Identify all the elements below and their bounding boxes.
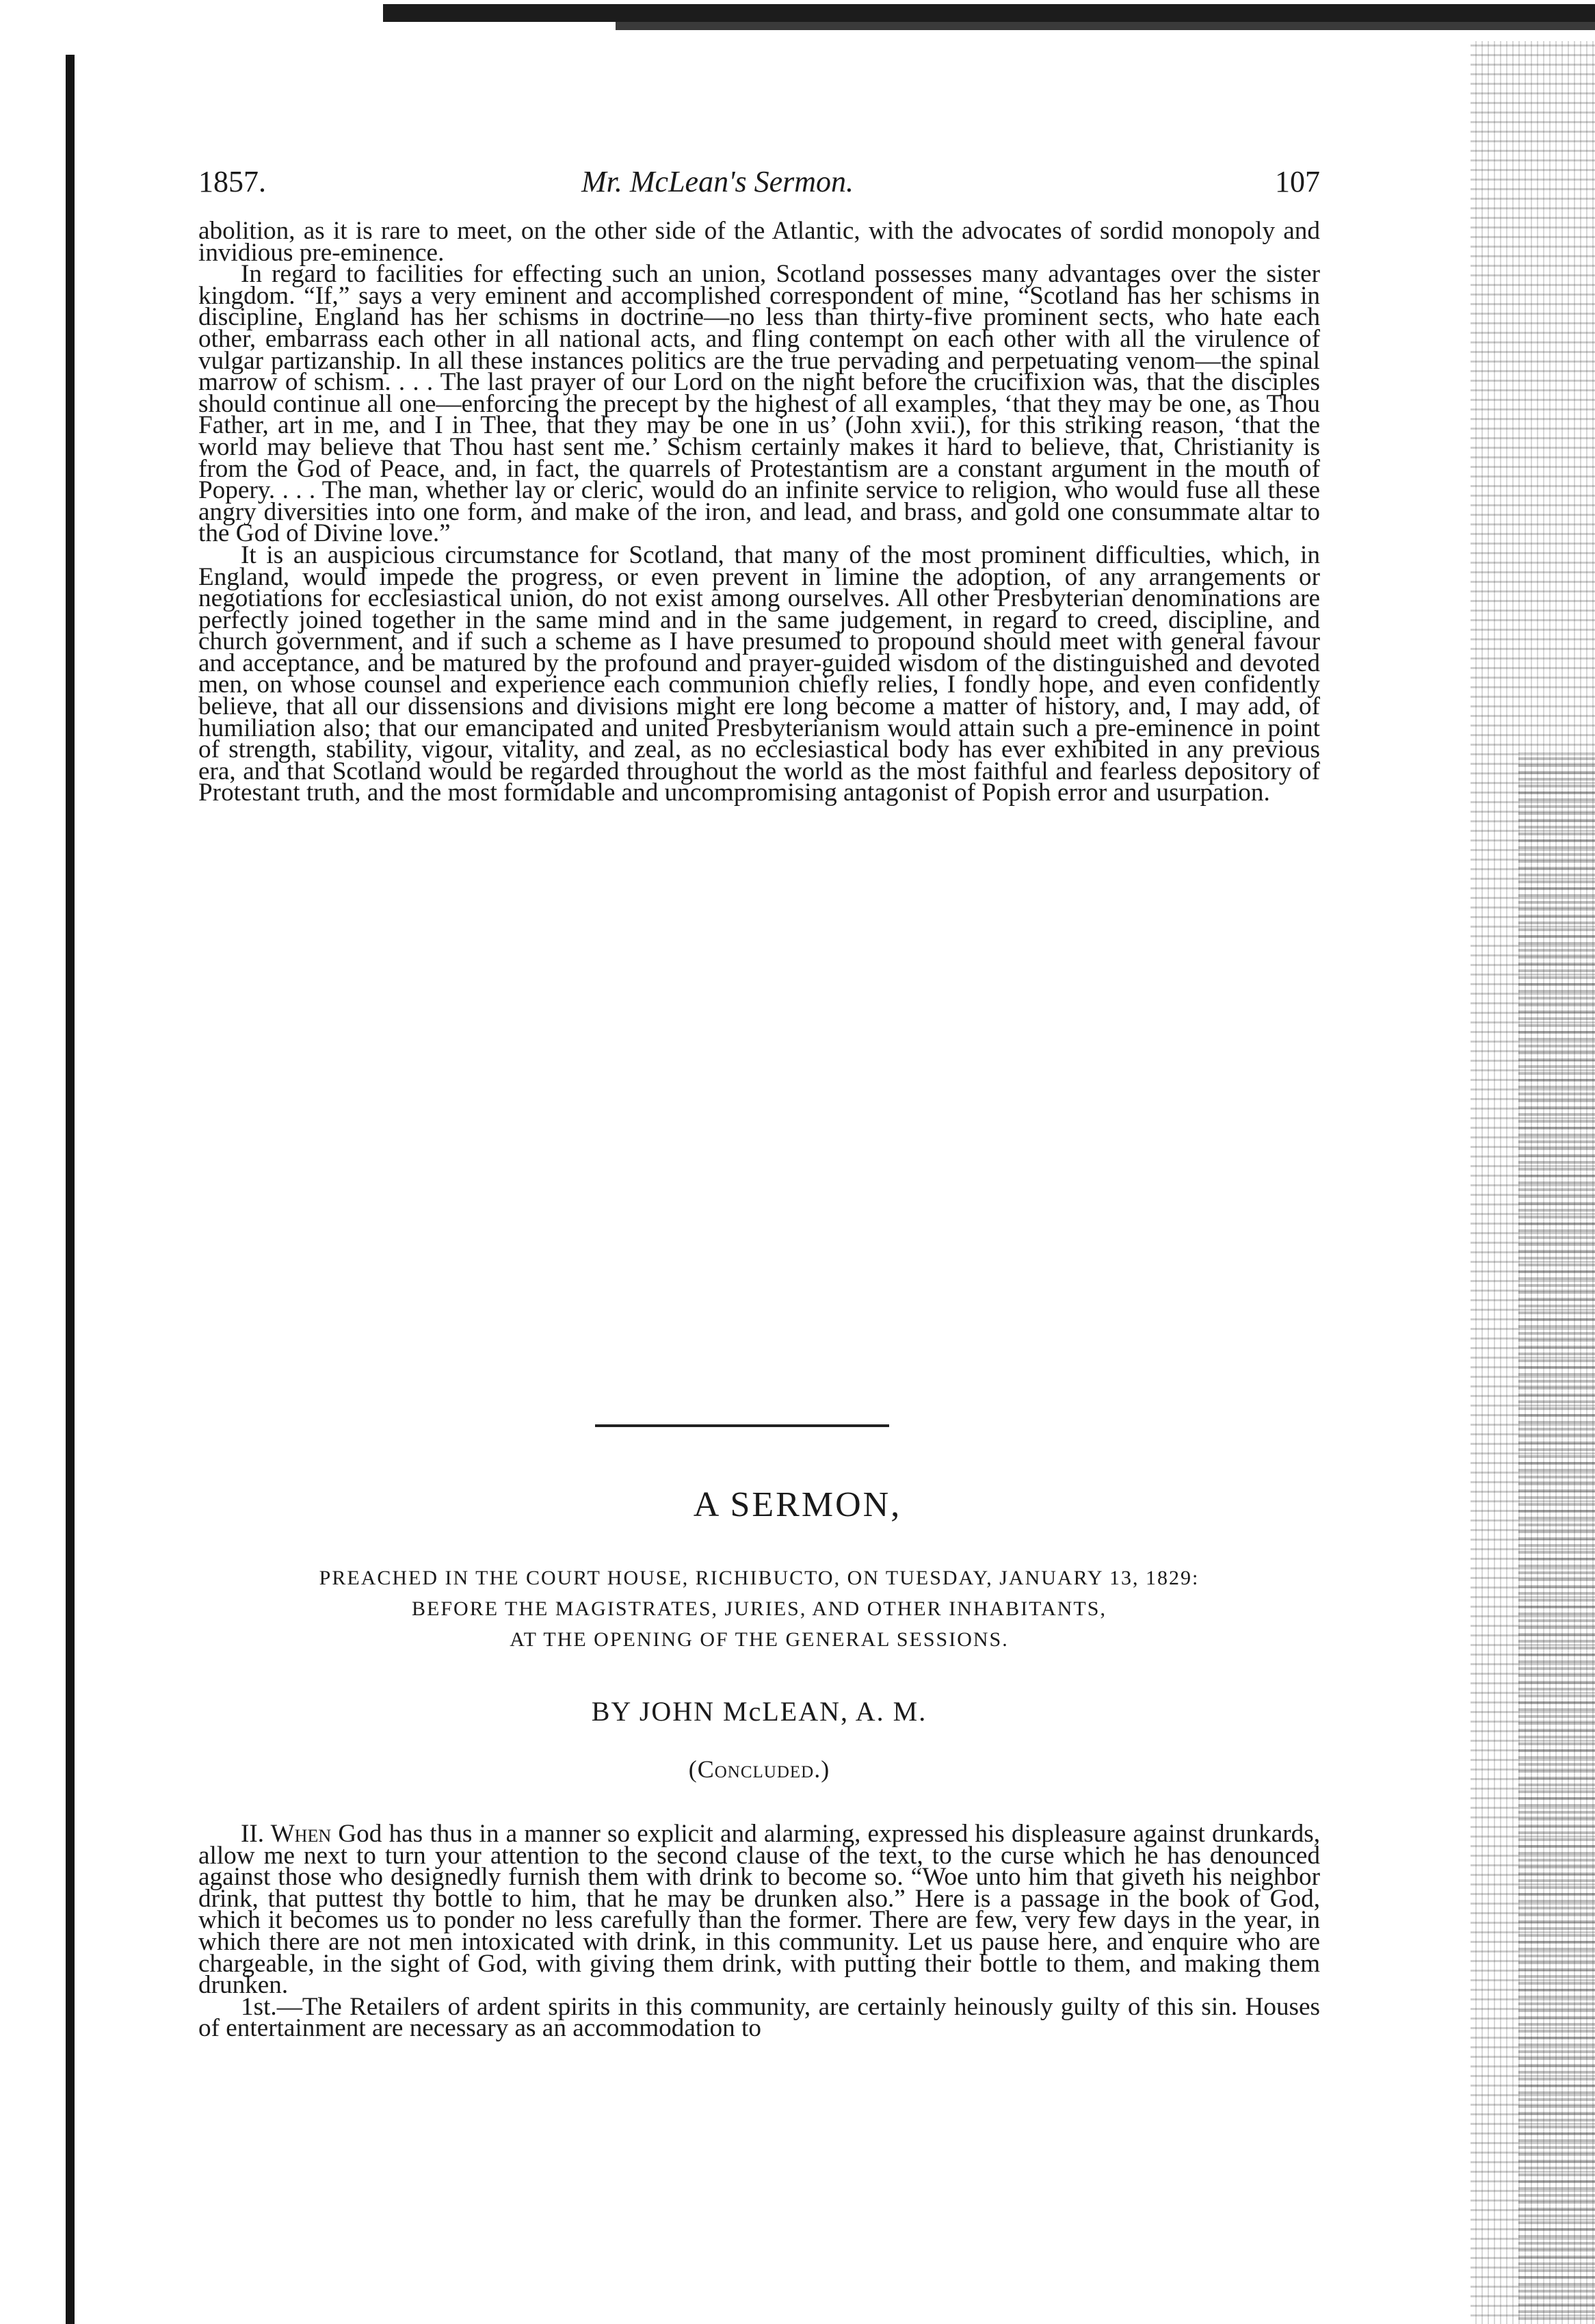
paragraph: 1st.—The Retailers of ardent spirits in this community, are certainly heinously guilty of this sin. Houses of entertainment are necessary as an accommodation to: [198, 1992, 1320, 2043]
paragraph: It is an auspicious circumstance for Scotland, that many of the most prominent difficulties, which, in England, would impede the progress, or even prevent in limine the adoption, of any arrangements or negotiations for ecclesiastical union, do not exist among ourselves. All other Presbyterian denominations are perfectly joined together in the same mind and in the same judgement, in regard to creed, discipline, and church government, and if such a scheme as I have presumed to propound should meet with general favour and acceptance, and be matured by the profound and prayer-guided wisdom of the distinguished and devoted men, on whose counsel and experience each communion chiefly relies, I fondly hope, and even confidently believe, that all our dissensions and divisions might ere long become a matter of history, and, I may add, of humiliation also; that our emancipated and united Presbyterianism would attain such a pre-eminence in point of strength, stability, vigour, vitality, and zeal, as no ecclesiastical body has ever exhibited in any previous era, and that Scotland would be regarded throughout the world as the most faithful and fearless depository of Protestant truth, and the most formidable and uncompromising antagonist of Popish error and usurpation.: [198, 540, 1320, 807]
paragraph-text: God has thus in a manner so explicit and alarming, expressed his displeasure against drunkards, allow me next to turn your attention to the second clause of the text, to the curse which he has denounced against those who designedly furnish them with drink to become so. “Woe unto him that giveth his neighbor drink, that puttest thy bottle to him, that he may be drunken also.” Here is a passage in the book of God, which it becomes us to ponder no less carefully than the former. There are few, very few days in the year, in which there are not men intoxicated with drink, in this community. Let us pause here, and enquire who are chargeable, in the sight of God, with giving them drink, with putting their bottle to them, and making them drunken.: [198, 1820, 1320, 2000]
scan-top-edge: [383, 4, 1595, 22]
paragraph-lead: II. When: [241, 1820, 332, 1848]
sermon-subtitle-line: BEFORE THE MAGISTRATES, JURIES, AND OTHER INHABITANTS,: [412, 1597, 1107, 1620]
scan-right-edge-shadow: [1518, 753, 1595, 2324]
article-continuation: [198, 217, 1320, 807]
paragraph: abolition, as it is rare to meet, on the other side of the Atlantic, with the advocates of sordid monopoly and invidious pre-eminence.: [198, 217, 1320, 267]
header-title: Mr. McLean's Sermon.: [581, 165, 854, 198]
header-year: 1857.: [198, 165, 266, 198]
section-divider: [595, 1424, 889, 1427]
sermon-byline: BY JOHN McLEAN, A. M.: [591, 1696, 927, 1727]
sermon-subtitle-line: PREACHED IN THE COURT HOUSE, RICHIBUCTO, ON TUESDAY, JANUARY 13, 1829:: [319, 1567, 1200, 1589]
sermon-title: A SERMON,: [693, 1485, 902, 1524]
scan-top-edge-shadow: [616, 22, 1595, 30]
scan-binding-edge: [66, 55, 75, 2324]
paragraph: In regard to facilities for effecting such an union, Scotland possesses many advantages over the sister kingdom. “If,” says a very eminent and accomplished correspondent of mine, “Scotland has her schisms in discipline, England has her schisms in doctrine—no less than thirty-five prominent sects, who hate each other, embarrass each other in all national acts, and fling contempt on each other with all the virulence of vulgar partizanship. In all these instances politics are the true pervading and perpetuating venom—the spinal marrow of schism. . . . The last prayer of our Lord on the night before the crucifixion was, that the disciples should continue all one—enforcing the precept by the highest of all examples, ‘that they may be one, as Thou Father, art in me, and I in Thee, that they may be one in us’ (John xvii.), for this striking reason, ‘that the world may believe that Thou hast sent me.’ Schism certainly makes it hard to believe, that, Christianity is from the God of Peace, and, in fact, the quarrels of Protestantism are a constant argument in the mouth of Popery. . . . The man, whether lay or cleric, would do an infinite service to religion, who would fuse all these angry diversities into one form, and make of the iron, and lead, and brass, and gold one consummate altar to the God of Divine love.”: [198, 260, 1320, 548]
concluded-note: (Concluded.): [688, 1755, 830, 1783]
sermon-body: [198, 1820, 1320, 2043]
page-number: 107: [1275, 165, 1320, 198]
paragraph: [198, 1820, 1320, 2000]
sermon-subtitle-line: AT THE OPENING OF THE GENERAL SESSIONS.: [510, 1628, 1009, 1651]
running-header: [198, 164, 1320, 212]
